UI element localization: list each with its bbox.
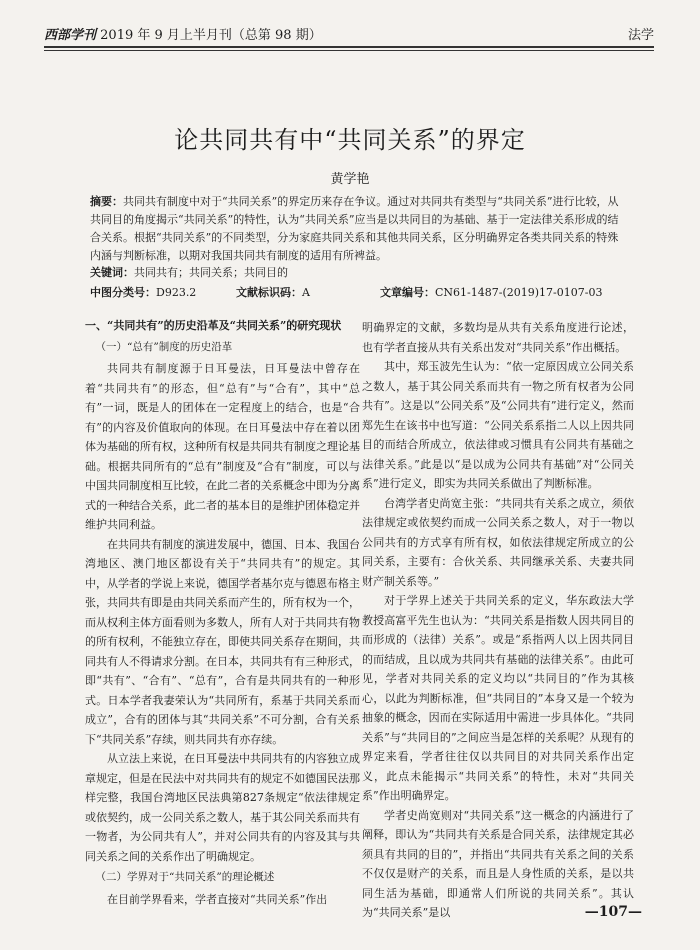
journal-name (44, 24, 322, 43)
doc-code (236, 284, 310, 300)
clc-number (90, 284, 196, 300)
clc-label: 中图分类号： (90, 286, 156, 299)
keywords (90, 265, 620, 281)
abstract-text: 共同共有制度中对于“共同关系”的界定历来存在争议。通过对共同共有类型与“共同关系”进行比较，从共同目的角度揭示“共同关系”的特性，认为“共同关系”应当是以共同目的为基础、基于一定法律关系形成的结合关系。根据“共同关系”的不同类型，分为家庭共同关系和其他共同关系，区分明确界定各类共同关系的特殊内涵与判断标准，以期对我国共同共有制度的适用有所裨益。 (90, 195, 619, 262)
abstract (90, 193, 620, 265)
subsection-heading-1: （一）“总有”制度的历史沿革 (95, 340, 233, 353)
paragraph: 对于学界上述关于共同关系的定义，华东政法大学教授高富平先生也认为：“共同关系是指数人因共同目的而形成的（法律）关系”。或是“系指两人以上因共同目的而结成，且以成为共同共有基础的法律关系”。由此可见，学者对共同关系的定义均以“共同目的”作为其核心，以此为判断标准，但“共同目的”本身又是一个较为抽象的概念，因而在实际适用中需进一步具体化。“共同关系”与“共同目的”之间应当是怎样的关系呢？从现有的界定来看，学者往往仅以共同目的对共同关系作出定义，此点未能揭示“共同关系”的特性，未对“共同关系”作出明确界定。 (362, 594, 634, 802)
header-rule-thin (44, 50, 654, 51)
subsection-heading-2: （二）学界对于“共同关系”的理论概述 (95, 871, 275, 883)
paragraph: 明确界定的文献，多数均是从共有关系角度进行论述，也有学者直接从共有关系出发对“共同关系”作出概括。 (362, 321, 634, 354)
section-label: 法学 (627, 28, 654, 43)
paragraph: 从立法上来说，在日耳曼法中共同共有的内容独立成章规定，但是在民法中对共同共有的规定不如德国民法那样完整，我国台湾地区民法典第827条规定“依法律规定或依契约，成一公同关系之数人，基于其公同关系而共有一物者，为公同共有人”，并对公同共有的内容及其与共同关系之间的关系作出了明确规定。 (85, 752, 360, 863)
paragraph: 在目前学界看来，学者直接对“共同关系”作出 (107, 892, 328, 906)
paragraph: 学者史尚宽则对“共同关系”这一概念的内涵进行了阐释，即认为“共同共有关系是合同关系，法律规定其必须具有共同的目的”，并指出“共同共有关系之间的关系不仅仅是财产的关系，而且是人身性质的关系，是以共同生活为基础，即通常人们所说的共同关系”。其认为“共同关系”是以 (362, 808, 634, 919)
left-column (85, 316, 360, 909)
article-value: CN61-1487-(2019)17-0107-03 (435, 286, 603, 299)
doc-label: 文献标识码： (236, 286, 302, 299)
paragraph: 其中，郑玉波先生认为：“依一定原因成立公同关系之数人，基于其公同关系而共有一物之所有权者为公同共有”。这是以“公同关系”及“公同共有”进行定义，然而郑先生在该书中也写道：“公同关系系指二人以上因共同目的而结合所成立，依法律或习惯具有公同共有基础之法律关系。”此是以“是以成为公同共有基础”对“公同关系”进行定义，即实为共同关系做出了判断标准。 (362, 360, 634, 490)
running-header (44, 20, 654, 46)
article-label: 文章编号： (380, 286, 435, 299)
abstract-label: 摘要： (90, 195, 123, 208)
author-name: 黄学艳 (330, 172, 370, 187)
section-heading-1: 一、“共同共有”的历史沿革及“共同关系”的研究现状 (85, 319, 342, 332)
paragraph: 共同共有制度源于日耳曼法，日耳曼法中曾存在着“共同共有”的形态，但“总有”与“合有”，其中“总有”一词，既是人的团体在一定程度上的结合，也是“合有”的内容及价值取向的体现。在日耳曼法中存在着以团体为基础的所有权，这种所有权是共同共有制度之理论基础。根据共同所有的“总有”制度及“合有”制度，可以与中国共同制度相互比较，在此二者的关系概念中即为分离式的一种结合关系，此二者的基本目的是维护团体稳定并维护共同利益。 (85, 362, 360, 531)
right-column (362, 318, 634, 923)
page-number: —107— (584, 904, 642, 920)
issue-info: 2019 年 9 月上半月刊（总第 98 期） (100, 28, 322, 43)
article-number (380, 284, 602, 300)
doc-value: A (302, 286, 310, 299)
keywords-label: 关键词： (90, 266, 134, 279)
header-rule (44, 46, 654, 48)
paragraph: 台湾学者史尚宽主张：“共同共有关系之成立，须依法律规定或依契约而成一公同关系之数人，对于一物以公同共有的方式享有所有权，如依法律规定所成立的公同关系，主要有：合伙关系、共同继承关系、夫妻共同财产制关系等。” (362, 496, 634, 588)
journal-title: 西部学刊 (44, 28, 97, 43)
keywords-text: 共同共有；共同关系；共同目的 (134, 266, 288, 279)
paragraph: 在共同共有制度的演进发展中，德国、日本、我国台湾地区、澳门地区都设有关于“共同共有”的规定。其中，从学者的学说上来说，德国学者基尔克与德恩布格主张，共同共有即是由共同关系而产生的，所有权为一个，而从权利主体方面看则为多数人，所有人对于共同共有物的所有权利，不能独立存在，即使共同关系存在期间，共同共有人不得请求分割。在日本，共同共有有三种形式，即“共有”、“合有”、“总有”，合有是共同共有的一种形式。日本学者我妻荣认为“共同所有，系基于共同关系而成立”，合有的团体与其“共同关系”不可分割，合有关系下“共同关系”存续，则共同共有亦存续。 (85, 537, 360, 746)
clc-value: D923.2 (156, 286, 197, 299)
article-title: 论共同共有中“共同关系”的界定 (174, 126, 526, 154)
